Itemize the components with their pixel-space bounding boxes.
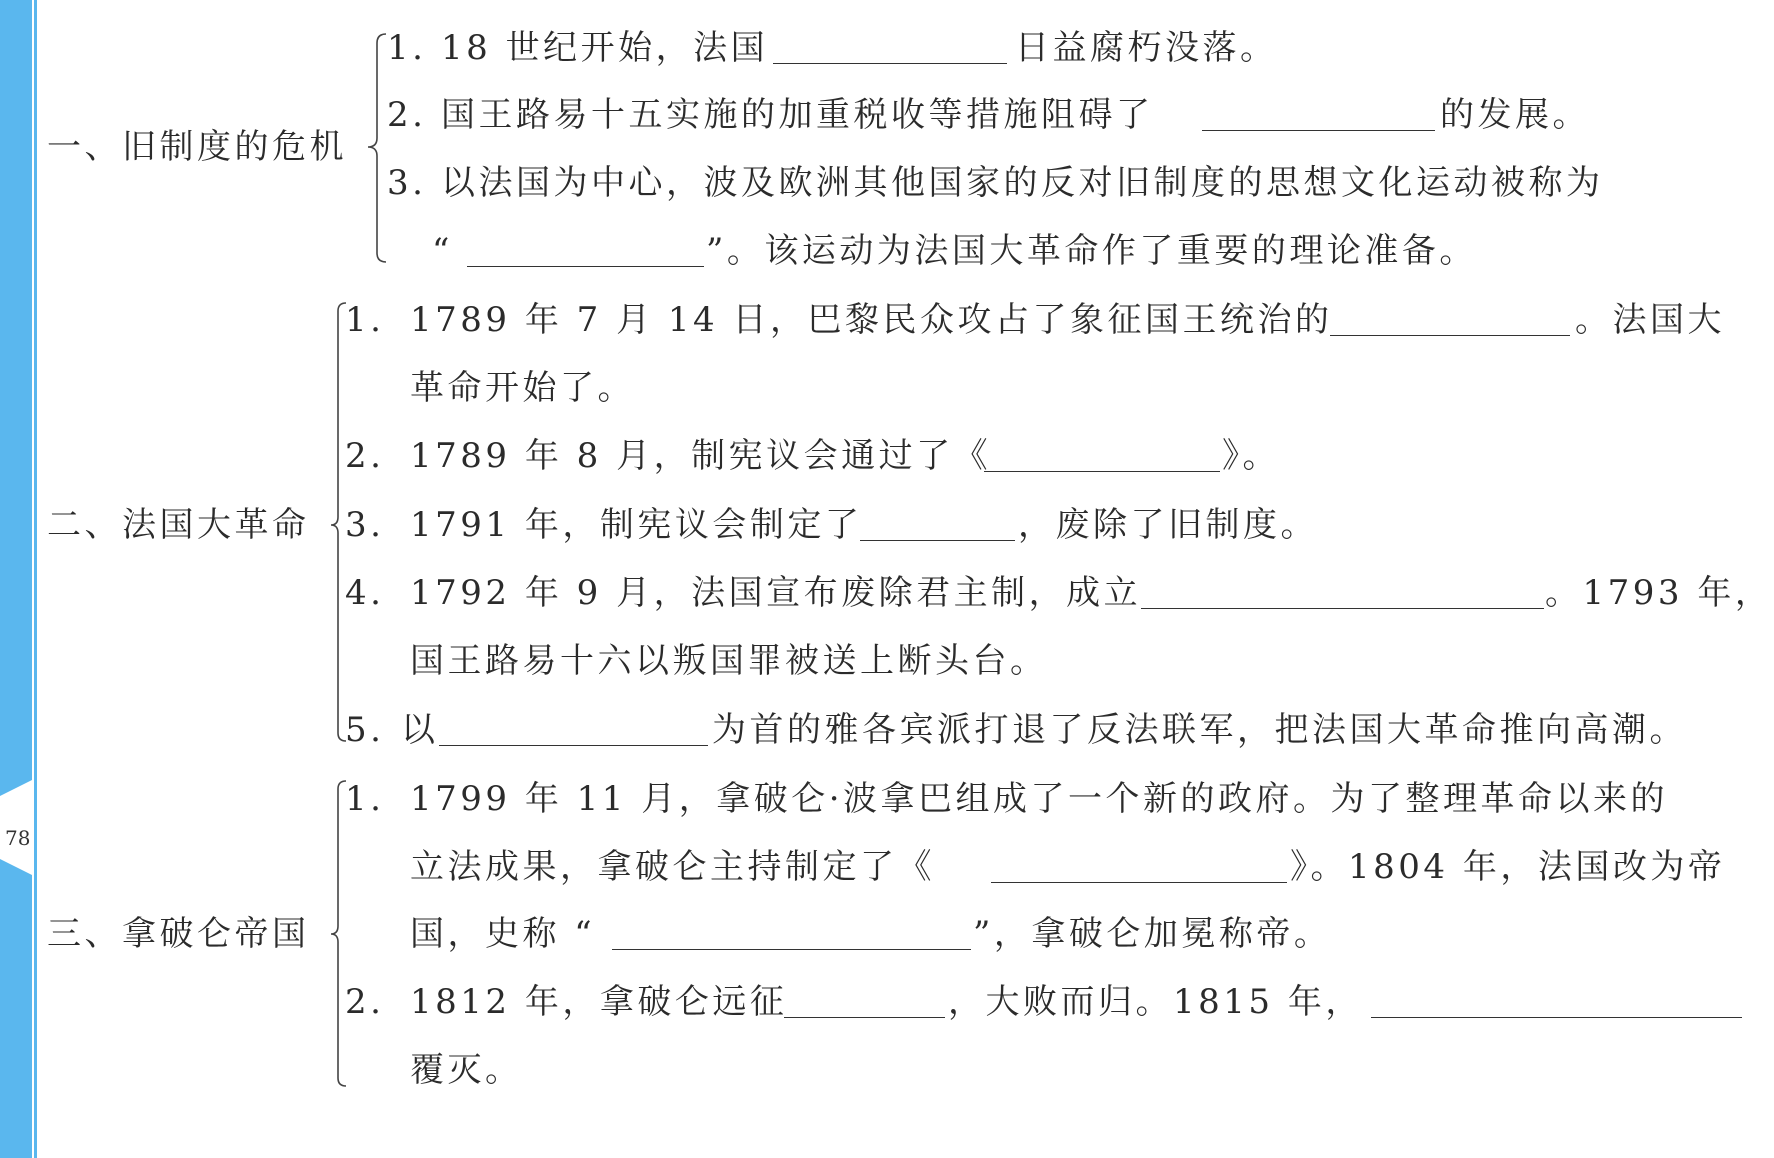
text-segment: 1789 年 8 月，制宪议会通过了《 [410,436,992,476]
text-segment: 》。1804 年，法国改为帝 [1290,847,1726,887]
text-segment: 国王路易十六以叛国罪被送上断头台。 [410,641,1048,681]
item-number: 1. [387,28,427,68]
text-segment: 18 世纪开始，法国 [441,28,769,68]
section-2-item-5 [0,706,1774,754]
fill-in-blank [784,978,945,1018]
text-segment: 以法国为中心，波及欧洲其他国家的反对旧制度的思想文化运动被称为 [441,163,1604,203]
item-number: 3. [387,163,427,203]
text-segment: ，废除了旧制度。 [1018,505,1318,545]
fill-in-blank [467,227,704,267]
text-segment: 国，史称 “ [410,914,596,954]
fill-in-blank [860,501,1015,541]
section-heading: 三、拿破仑帝国 [47,914,310,954]
text-segment: 日益腐朽没落。 [1015,28,1278,68]
item-number: 2. [345,436,385,476]
section-heading: 一、旧制度的危机 [47,127,347,167]
text-segment: ”，拿破仑加冕称帝。 [973,914,1332,954]
text-segment: 。1793 年， [1545,573,1773,613]
text-segment: 1812 年，拿破仑远征 [410,982,788,1022]
item-number: 1. [345,300,385,340]
fill-in-blank [773,24,1007,64]
text-segment: 为首的雅各宾派打退了反法联军，把法国大革命推向高潮。 [712,710,1687,750]
text-segment: 1791 年，制宪议会制定了 [410,505,863,545]
fill-in-blank [1202,91,1435,131]
section-heading: 二、法国大革命 [47,505,310,545]
section-2-item-4 [0,569,1774,617]
fill-in-blank [1371,978,1742,1018]
item-number: 2. [387,95,427,135]
open-quote: “ [432,231,453,271]
section-2-item-1 [0,296,1774,344]
text-segment: 革命开始了。 [410,368,635,408]
section-1-item-3 [0,159,1774,207]
text-segment: 1789 年 7 月 14 日，巴黎民众攻占了象征国王统治的 [410,300,1333,340]
section-3-item-1-continued-2 [0,910,1774,958]
section-1-item-1 [0,24,1774,72]
text-segment: 国王路易十五实施的加重税收等措施阻碍了 [441,95,1154,135]
text-segment: ，大败而归。1815 年， [948,982,1363,1022]
item-number: 4. [345,573,385,613]
text-segment: 覆灭。 [410,1050,523,1090]
text-segment: 1799 年 11 月，拿破仑·波拿巴组成了一个新的政府。为了整理革命以来的 [410,779,1669,819]
item-number: 1. [345,779,385,819]
section-1-item-3-continued [0,227,1774,275]
fill-in-blank [1141,569,1544,609]
section-3-item-1 [0,775,1774,823]
text-segment: 》。 [1222,436,1280,476]
page-number: 78 [5,826,31,850]
section-3-item-2-continued [0,1046,1774,1094]
fill-in-blank [612,910,971,950]
text-segment: 的发展。 [1440,95,1590,135]
section-1-item-2 [0,91,1774,139]
section-2-item-3 [0,501,1774,549]
item-number: 2. [345,982,385,1022]
fill-in-blank [984,432,1220,472]
text-segment: 以 [401,710,439,750]
section-2-item-1-continued [0,364,1774,412]
item-number: 3. [345,505,385,545]
text-segment: 。法国大 [1575,300,1725,340]
fill-in-blank [1330,296,1570,336]
fill-in-blank [991,843,1287,883]
item-number: 5. [345,710,385,750]
text-segment: 1792 年 9 月，法国宣布废除君主制，成立 [410,573,1142,613]
section-3-item-2 [0,978,1774,1026]
fill-in-blank [439,706,708,746]
text-segment: 立法成果，拿破仑主持制定了《 [410,847,935,887]
section-2-item-4-continued [0,637,1774,685]
text-segment: ”。该运动为法国大革命作了重要的理论准备。 [706,231,1477,271]
section-2-item-2 [0,432,1774,480]
section-3-item-1-continued-1 [0,843,1774,891]
